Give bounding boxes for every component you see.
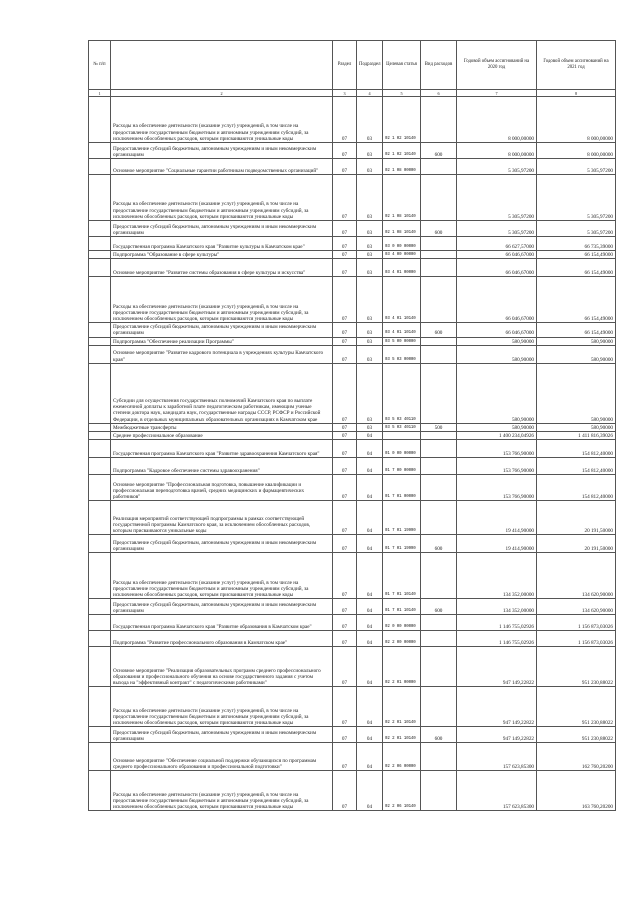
table-row (89, 251, 616, 259)
row-amount-2021-cell: 162 760,20200 (537, 743, 616, 771)
row-expense-type-cell (421, 647, 457, 687)
row-amount-2021-cell: 1 411 816,39026 (537, 432, 616, 440)
row-razdel-cell: 07 (333, 363, 357, 423)
row-number-cell (89, 363, 111, 423)
table-row (89, 647, 616, 687)
row-podrazdel-cell: 04 (357, 475, 383, 501)
table-row (89, 259, 616, 277)
table-row (89, 727, 616, 743)
row-razdel-cell: 07 (333, 159, 357, 175)
row-amount-2020-cell: 66 046,67000 (457, 323, 537, 337)
row-expense-type-cell: 600 (421, 143, 457, 159)
row-podrazdel-cell: 04 (357, 727, 383, 743)
row-target-article-cell: 03 4 01 10140 (383, 323, 421, 337)
row-amount-2020-cell: 947 149,22822 (457, 647, 537, 687)
table-row (89, 432, 616, 440)
table-row (89, 363, 616, 423)
row-razdel-cell: 07 (333, 771, 357, 811)
row-razdel-cell: 07 (333, 501, 357, 535)
row-podrazdel-cell: 03 (357, 251, 383, 259)
row-expense-type-cell: 500 (421, 423, 457, 431)
row-razdel-cell: 07 (333, 727, 357, 743)
row-amount-2021-cell: 134 620,90000 (537, 599, 616, 615)
row-podrazdel-cell: 03 (357, 175, 383, 221)
column-number: 3 (333, 90, 357, 97)
row-number-cell (89, 259, 111, 277)
row-name-cell: Межбюджетные трансферты (111, 423, 333, 431)
row-podrazdel-cell: 04 (357, 615, 383, 631)
row-expense-type-cell (421, 251, 457, 259)
row-name-cell: Субсидии для осуществления государственных полномочий Камчатского края по выплате ежемесячной доплаты к заработной плате педагогическим работникам, имеющим ученые степени доктора наук, кандидата наук, государственные награды СССР, РСФСР и Российской Федерации, в отдельных муниципальных образовательных организациях в Камчатском крае (111, 363, 333, 423)
row-target-article-cell: 02 1 02 10140 (383, 97, 421, 143)
row-razdel-cell: 07 (333, 458, 357, 475)
row-amount-2020-cell: 5 305,97200 (457, 175, 537, 221)
row-expense-type-cell: 600 (421, 599, 457, 615)
row-number-cell (89, 423, 111, 431)
row-name-cell: Основное мероприятие "Реализация образовательных программ среднего профессионального образования и профессионального обучения на основе государственного задания с учетом выхода на "эффективный контракт" с педагогическими работниками" (111, 647, 333, 687)
table-row (89, 440, 616, 458)
row-name-cell: Предоставление субсидий бюджетным, автономным учреждениям и иным некоммерческим организациям (111, 727, 333, 743)
row-razdel-cell: 07 (333, 259, 357, 277)
row-podrazdel-cell: 04 (357, 501, 383, 535)
row-name-cell: Расходы на обеспечение деятельности (оказание услуг) учреждений, в том числе на предоставление государственным бюджетным и автономным учреждениям субсидий, за исключением обособленных расходов, которым присваиваются уникальные коды (111, 277, 333, 323)
row-podrazdel-cell: 03 (357, 277, 383, 323)
row-number-cell (89, 277, 111, 323)
row-target-article-cell: 02 1 08 10140 (383, 175, 421, 221)
row-amount-2021-cell: 8 000,00000 (537, 97, 616, 143)
row-number-cell (89, 323, 111, 337)
header-expense-type: Вид расходов (421, 41, 457, 90)
row-amount-2021-cell: 951 230,88022 (537, 687, 616, 727)
row-expense-type-cell (421, 175, 457, 221)
row-razdel-cell: 07 (333, 599, 357, 615)
table-body (89, 97, 616, 811)
row-expense-type-cell: 600 (421, 221, 457, 237)
header-year-2020: Годовой объем ассигнований на 2020 год (457, 41, 537, 90)
row-amount-2020-cell: 580,90000 (457, 423, 537, 431)
row-number-cell (89, 687, 111, 727)
row-podrazdel-cell: 04 (357, 647, 383, 687)
row-razdel-cell: 07 (333, 743, 357, 771)
row-number-cell (89, 251, 111, 259)
row-podrazdel-cell: 03 (357, 143, 383, 159)
row-amount-2021-cell: 580,90000 (537, 423, 616, 431)
row-target-article-cell: 02 2 06 10140 (383, 771, 421, 811)
row-amount-2020-cell: 157 623,85300 (457, 771, 537, 811)
row-podrazdel-cell: 04 (357, 771, 383, 811)
table-row (89, 553, 616, 599)
row-name-cell: Расходы на обеспечение деятельности (оказание услуг) учреждений, в том числе на предоставление государственным бюджетным и автономным учреждениям субсидий, за исключением обособленных расходов, которым присваиваются уникальные коды (111, 175, 333, 221)
row-number-cell (89, 631, 111, 647)
row-razdel-cell: 07 (333, 631, 357, 647)
row-razdel-cell: 07 (333, 175, 357, 221)
row-podrazdel-cell: 04 (357, 553, 383, 599)
table-row (89, 423, 616, 431)
row-expense-type-cell (421, 97, 457, 143)
row-target-article-cell: 03 5 00 00000 (383, 337, 421, 345)
row-amount-2021-cell: 20 191,50000 (537, 535, 616, 553)
row-name-cell: Расходы на обеспечение деятельности (оказание услуг) учреждений, в том числе на предоставление государственным бюджетным и автономным учреждениям субсидий, за исключением обособленных расходов, которым присваиваются уникальные коды (111, 771, 333, 811)
row-target-article-cell: 02 1 08 10140 (383, 221, 421, 237)
row-expense-type-cell (421, 159, 457, 175)
row-expense-type-cell (421, 553, 457, 599)
row-amount-2020-cell: 66 627,57000 (457, 237, 537, 251)
row-target-article-cell: 02 2 01 10140 (383, 687, 421, 727)
row-amount-2021-cell: 66 154,49000 (537, 277, 616, 323)
row-number-cell (89, 432, 111, 440)
column-number: 2 (111, 90, 333, 97)
column-number: 5 (383, 90, 421, 97)
row-name-cell: Предоставление субсидий бюджетным, автономным учреждениям и иным некоммерческим организациям (111, 323, 333, 337)
column-number: 4 (357, 90, 383, 97)
row-target-article-cell: 01 7 01 19990 (383, 501, 421, 535)
row-podrazdel-cell: 04 (357, 743, 383, 771)
row-expense-type-cell (421, 501, 457, 535)
row-name-cell: Основное мероприятие "Развитие системы образования в сфере культуры и искусства" (111, 259, 333, 277)
row-amount-2020-cell: 8 000,00000 (457, 97, 537, 143)
row-amount-2021-cell: 20 191,50000 (537, 501, 616, 535)
row-target-article-cell: 03 4 01 00000 (383, 259, 421, 277)
row-amount-2020-cell: 5 305,97200 (457, 159, 537, 175)
row-target-article-cell: 02 2 01 00000 (383, 647, 421, 687)
row-razdel-cell: 07 (333, 97, 357, 143)
row-razdel-cell: 07 (333, 277, 357, 323)
table-row (89, 599, 616, 615)
row-name-cell: Государственная программа Камчатского края "Развитие образования в Камчатском крае" (111, 615, 333, 631)
row-podrazdel-cell: 03 (357, 345, 383, 363)
row-target-article-cell: 03 5 03 40110 (383, 423, 421, 431)
row-amount-2021-cell: 66 154,49000 (537, 251, 616, 259)
row-target-article-cell: 02 2 01 10140 (383, 727, 421, 743)
row-podrazdel-cell: 04 (357, 687, 383, 727)
row-podrazdel-cell: 04 (357, 631, 383, 647)
row-razdel-cell: 07 (333, 423, 357, 431)
row-target-article-cell: 02 2 00 00000 (383, 631, 421, 647)
row-expense-type-cell (421, 337, 457, 345)
row-podrazdel-cell: 03 (357, 237, 383, 251)
row-amount-2020-cell: 1 400 234,04926 (457, 432, 537, 440)
table-row (89, 743, 616, 771)
table-row (89, 277, 616, 323)
row-name-cell: Подпрограмма "Обеспечение реализации Программы" (111, 337, 333, 345)
row-target-article-cell: 01 7 01 10140 (383, 599, 421, 615)
table-row (89, 175, 616, 221)
row-number-cell (89, 337, 111, 345)
row-razdel-cell: 07 (333, 323, 357, 337)
table-row (89, 535, 616, 553)
row-amount-2020-cell: 153 766,90000 (457, 440, 537, 458)
row-name-cell: Государственная программа Камчатского края "Развитие здравоохранения Камчатского края" (111, 440, 333, 458)
row-podrazdel-cell: 03 (357, 159, 383, 175)
row-name-cell: Подпрограмма "Развитие профессионального образования в Камчатском крае" (111, 631, 333, 647)
row-razdel-cell: 07 (333, 553, 357, 599)
row-target-article-cell (383, 432, 421, 440)
row-podrazdel-cell: 04 (357, 432, 383, 440)
row-amount-2020-cell: 134 352,00000 (457, 553, 537, 599)
row-razdel-cell: 07 (333, 221, 357, 237)
row-amount-2021-cell: 1 156 873,03026 (537, 631, 616, 647)
row-expense-type-cell (421, 615, 457, 631)
row-target-article-cell: 02 2 06 00000 (383, 743, 421, 771)
table-row (89, 143, 616, 159)
row-target-article-cell: 01 7 01 00000 (383, 475, 421, 501)
row-number-cell (89, 553, 111, 599)
row-amount-2020-cell: 66 046,67000 (457, 251, 537, 259)
row-amount-2021-cell: 580,90000 (537, 337, 616, 345)
row-razdel-cell: 07 (333, 615, 357, 631)
row-expense-type-cell (421, 458, 457, 475)
row-target-article-cell: 01 7 01 10140 (383, 553, 421, 599)
row-name-cell: Предоставление субсидий бюджетным, автономным учреждениям и иным некоммерческим организациям (111, 535, 333, 553)
budget-table-sheet (88, 40, 615, 811)
table-row (89, 475, 616, 501)
row-target-article-cell: 02 1 08 00000 (383, 159, 421, 175)
row-amount-2021-cell: 580,90000 (537, 363, 616, 423)
table-row (89, 771, 616, 811)
row-target-article-cell: 03 5 03 00000 (383, 345, 421, 363)
row-number-cell (89, 458, 111, 475)
row-name-cell: Основное мероприятие "Развитие кадрового потенциала в учреждениях культуры Камчатского края" (111, 345, 333, 363)
row-number-cell (89, 771, 111, 811)
row-name-cell: Реализация мероприятий соответствующей подпрограммы в рамках соответствующей государственной программы Камчатского края, за исключением обособленных расходов, которым присваиваются уникальные коды (111, 501, 333, 535)
row-number-cell (89, 159, 111, 175)
budget-allocation-table (88, 40, 616, 811)
row-expense-type-cell: 600 (421, 323, 457, 337)
table-row (89, 345, 616, 363)
row-razdel-cell: 07 (333, 432, 357, 440)
row-amount-2021-cell: 951 230,88022 (537, 647, 616, 687)
row-target-article-cell: 03 5 03 40110 (383, 363, 421, 423)
row-expense-type-cell (421, 440, 457, 458)
header-target-article: Целевая статья (383, 41, 421, 90)
row-amount-2020-cell: 947 149,22822 (457, 687, 537, 727)
row-name-cell: Подпрограмма "Образование в сфере культуры" (111, 251, 333, 259)
row-podrazdel-cell: 03 (357, 97, 383, 143)
row-target-article-cell: 03 4 01 10140 (383, 277, 421, 323)
row-number-cell (89, 599, 111, 615)
row-amount-2021-cell: 66 154,49000 (537, 323, 616, 337)
row-number-cell (89, 727, 111, 743)
row-number-cell (89, 535, 111, 553)
row-amount-2020-cell: 153 766,90000 (457, 458, 537, 475)
row-amount-2020-cell: 8 000,00000 (457, 143, 537, 159)
row-amount-2021-cell: 154 812,40000 (537, 475, 616, 501)
row-podrazdel-cell: 03 (357, 221, 383, 237)
row-name-cell: Предоставление субсидий бюджетным, автономным учреждениям и иным некоммерческим организациям (111, 143, 333, 159)
row-expense-type-cell (421, 259, 457, 277)
row-amount-2021-cell: 1 156 873,03026 (537, 615, 616, 631)
column-number: 6 (421, 90, 457, 97)
row-amount-2021-cell: 580,90000 (537, 345, 616, 363)
row-target-article-cell: 03 0 00 00000 (383, 237, 421, 251)
row-razdel-cell: 07 (333, 687, 357, 727)
column-number: 1 (89, 90, 111, 97)
row-expense-type-cell (421, 687, 457, 727)
row-expense-type-cell: 600 (421, 535, 457, 553)
header-year-2021: Годовой объем ассигнований на 2021 год (537, 41, 616, 90)
row-name-cell: Государственная программа Камчатского края "Развитие культуры в Камчатском крае" (111, 237, 333, 251)
row-amount-2020-cell: 134 352,00000 (457, 599, 537, 615)
table-row (89, 631, 616, 647)
row-amount-2020-cell: 5 305,97200 (457, 221, 537, 237)
row-name-cell: Расходы на обеспечение деятельности (оказание услуг) учреждений, в том числе на предоставление государственным бюджетным и автономным учреждениям субсидий, за исключением обособленных расходов, которым присваиваются уникальные коды (111, 97, 333, 143)
header-podrazdel: Подраздел (357, 41, 383, 90)
table-row (89, 501, 616, 535)
row-podrazdel-cell: 04 (357, 599, 383, 615)
row-target-article-cell: 03 4 00 00000 (383, 251, 421, 259)
row-amount-2020-cell: 153 766,90000 (457, 475, 537, 501)
row-expense-type-cell (421, 631, 457, 647)
row-razdel-cell: 07 (333, 337, 357, 345)
row-name-cell: Предоставление субсидий бюджетным, автономным учреждениям и иным некоммерческим организациям (111, 599, 333, 615)
row-amount-2021-cell: 66 154,49000 (537, 259, 616, 277)
row-razdel-cell: 07 (333, 440, 357, 458)
row-razdel-cell: 07 (333, 345, 357, 363)
row-podrazdel-cell: 03 (357, 363, 383, 423)
row-target-article-cell: 01 7 00 00000 (383, 458, 421, 475)
row-amount-2020-cell: 580,90000 (457, 363, 537, 423)
row-name-cell: Расходы на обеспечение деятельности (оказание услуг) учреждений, в том числе на предоставление государственным бюджетным и автономным учреждениям субсидий, за исключением обособленных расходов, которым присваиваются уникальные коды (111, 687, 333, 727)
row-number-cell (89, 143, 111, 159)
row-number-cell (89, 743, 111, 771)
row-amount-2020-cell: 66 046,67000 (457, 259, 537, 277)
row-number-cell (89, 615, 111, 631)
table-row (89, 458, 616, 475)
row-amount-2020-cell: 1 146 755,02926 (457, 615, 537, 631)
table-row (89, 615, 616, 631)
row-amount-2021-cell: 163 760,20200 (537, 771, 616, 811)
row-razdel-cell: 07 (333, 647, 357, 687)
row-amount-2020-cell: 580,90000 (457, 337, 537, 345)
row-podrazdel-cell: 03 (357, 423, 383, 431)
row-amount-2020-cell: 947 149,22822 (457, 727, 537, 743)
row-amount-2021-cell: 951 230,88022 (537, 727, 616, 743)
row-amount-2021-cell: 66 735,39000 (537, 237, 616, 251)
row-expense-type-cell (421, 475, 457, 501)
row-number-cell (89, 345, 111, 363)
row-amount-2020-cell: 19 414,90000 (457, 535, 537, 553)
column-number-row (89, 90, 616, 97)
header-razdel: Раздел (333, 41, 357, 90)
row-target-article-cell: 02 0 00 00000 (383, 615, 421, 631)
row-expense-type-cell (421, 277, 457, 323)
table-row (89, 159, 616, 175)
table-row (89, 337, 616, 345)
row-razdel-cell: 07 (333, 237, 357, 251)
header-name (111, 41, 333, 90)
row-podrazdel-cell: 04 (357, 535, 383, 553)
row-amount-2021-cell: 8 000,00000 (537, 143, 616, 159)
row-expense-type-cell (421, 771, 457, 811)
row-name-cell: Среднее профессиональное образование (111, 432, 333, 440)
table-row (89, 221, 616, 237)
row-number-cell (89, 237, 111, 251)
column-number: 7 (457, 90, 537, 97)
row-expense-type-cell (421, 237, 457, 251)
row-expense-type-cell: 600 (421, 727, 457, 743)
row-podrazdel-cell: 04 (357, 440, 383, 458)
row-podrazdel-cell: 03 (357, 323, 383, 337)
row-name-cell: Подпрограмма "Кадровое обеспечение системы здравоохранения" (111, 458, 333, 475)
row-razdel-cell: 07 (333, 251, 357, 259)
row-number-cell (89, 97, 111, 143)
row-amount-2021-cell: 5 305,97200 (537, 221, 616, 237)
row-amount-2020-cell: 580,90000 (457, 345, 537, 363)
row-target-article-cell: 01 7 01 19990 (383, 535, 421, 553)
table-row (89, 237, 616, 251)
row-razdel-cell: 07 (333, 475, 357, 501)
row-number-cell (89, 221, 111, 237)
row-expense-type-cell (421, 345, 457, 363)
row-number-cell (89, 501, 111, 535)
row-amount-2021-cell: 5 305,97200 (537, 175, 616, 221)
row-amount-2021-cell: 5 305,97200 (537, 159, 616, 175)
row-number-cell (89, 475, 111, 501)
row-target-article-cell: 01 0 00 00000 (383, 440, 421, 458)
row-name-cell: Расходы на обеспечение деятельности (оказание услуг) учреждений, в том числе на предоставление государственным бюджетным и автономным учреждениям субсидий, за исключением обособленных расходов, которым присваиваются уникальные коды (111, 553, 333, 599)
row-expense-type-cell (421, 363, 457, 423)
row-podrazdel-cell: 03 (357, 259, 383, 277)
table-row (89, 97, 616, 143)
row-podrazdel-cell: 04 (357, 458, 383, 475)
row-amount-2021-cell: 134 620,90000 (537, 553, 616, 599)
row-name-cell: Основное мероприятие "Профессиональная подготовка, повышение квалификации и профессиональная переподготовка врачей, средних медицинских и фармацевтических работников" (111, 475, 333, 501)
row-amount-2021-cell: 154 812,40000 (537, 458, 616, 475)
row-number-cell (89, 175, 111, 221)
row-name-cell: Основное мероприятие "Социальные гарантии работникам подведомственных организаций" (111, 159, 333, 175)
row-amount-2020-cell: 19 414,90000 (457, 501, 537, 535)
row-number-cell (89, 647, 111, 687)
row-amount-2020-cell: 66 046,67000 (457, 277, 537, 323)
row-name-cell: Предоставление субсидий бюджетным, автономным учреждениям и иным некоммерческим организациям (111, 221, 333, 237)
row-podrazdel-cell: 03 (357, 337, 383, 345)
row-expense-type-cell (421, 432, 457, 440)
row-amount-2020-cell: 1 146 755,02926 (457, 631, 537, 647)
row-name-cell: Основное мероприятие "Обеспечение социальной поддержки обучающихся по программам среднего профессионального образования и профессиональной подготовки" (111, 743, 333, 771)
row-expense-type-cell (421, 743, 457, 771)
row-razdel-cell: 07 (333, 535, 357, 553)
row-amount-2020-cell: 157 623,85300 (457, 743, 537, 771)
row-target-article-cell: 02 1 02 10140 (383, 143, 421, 159)
row-amount-2021-cell: 154 812,40000 (537, 440, 616, 458)
table-row (89, 323, 616, 337)
table-row (89, 687, 616, 727)
table-header-row (89, 41, 616, 90)
column-number: 8 (537, 90, 616, 97)
header-num: № п/п (89, 41, 111, 90)
row-razdel-cell: 07 (333, 143, 357, 159)
row-number-cell (89, 440, 111, 458)
